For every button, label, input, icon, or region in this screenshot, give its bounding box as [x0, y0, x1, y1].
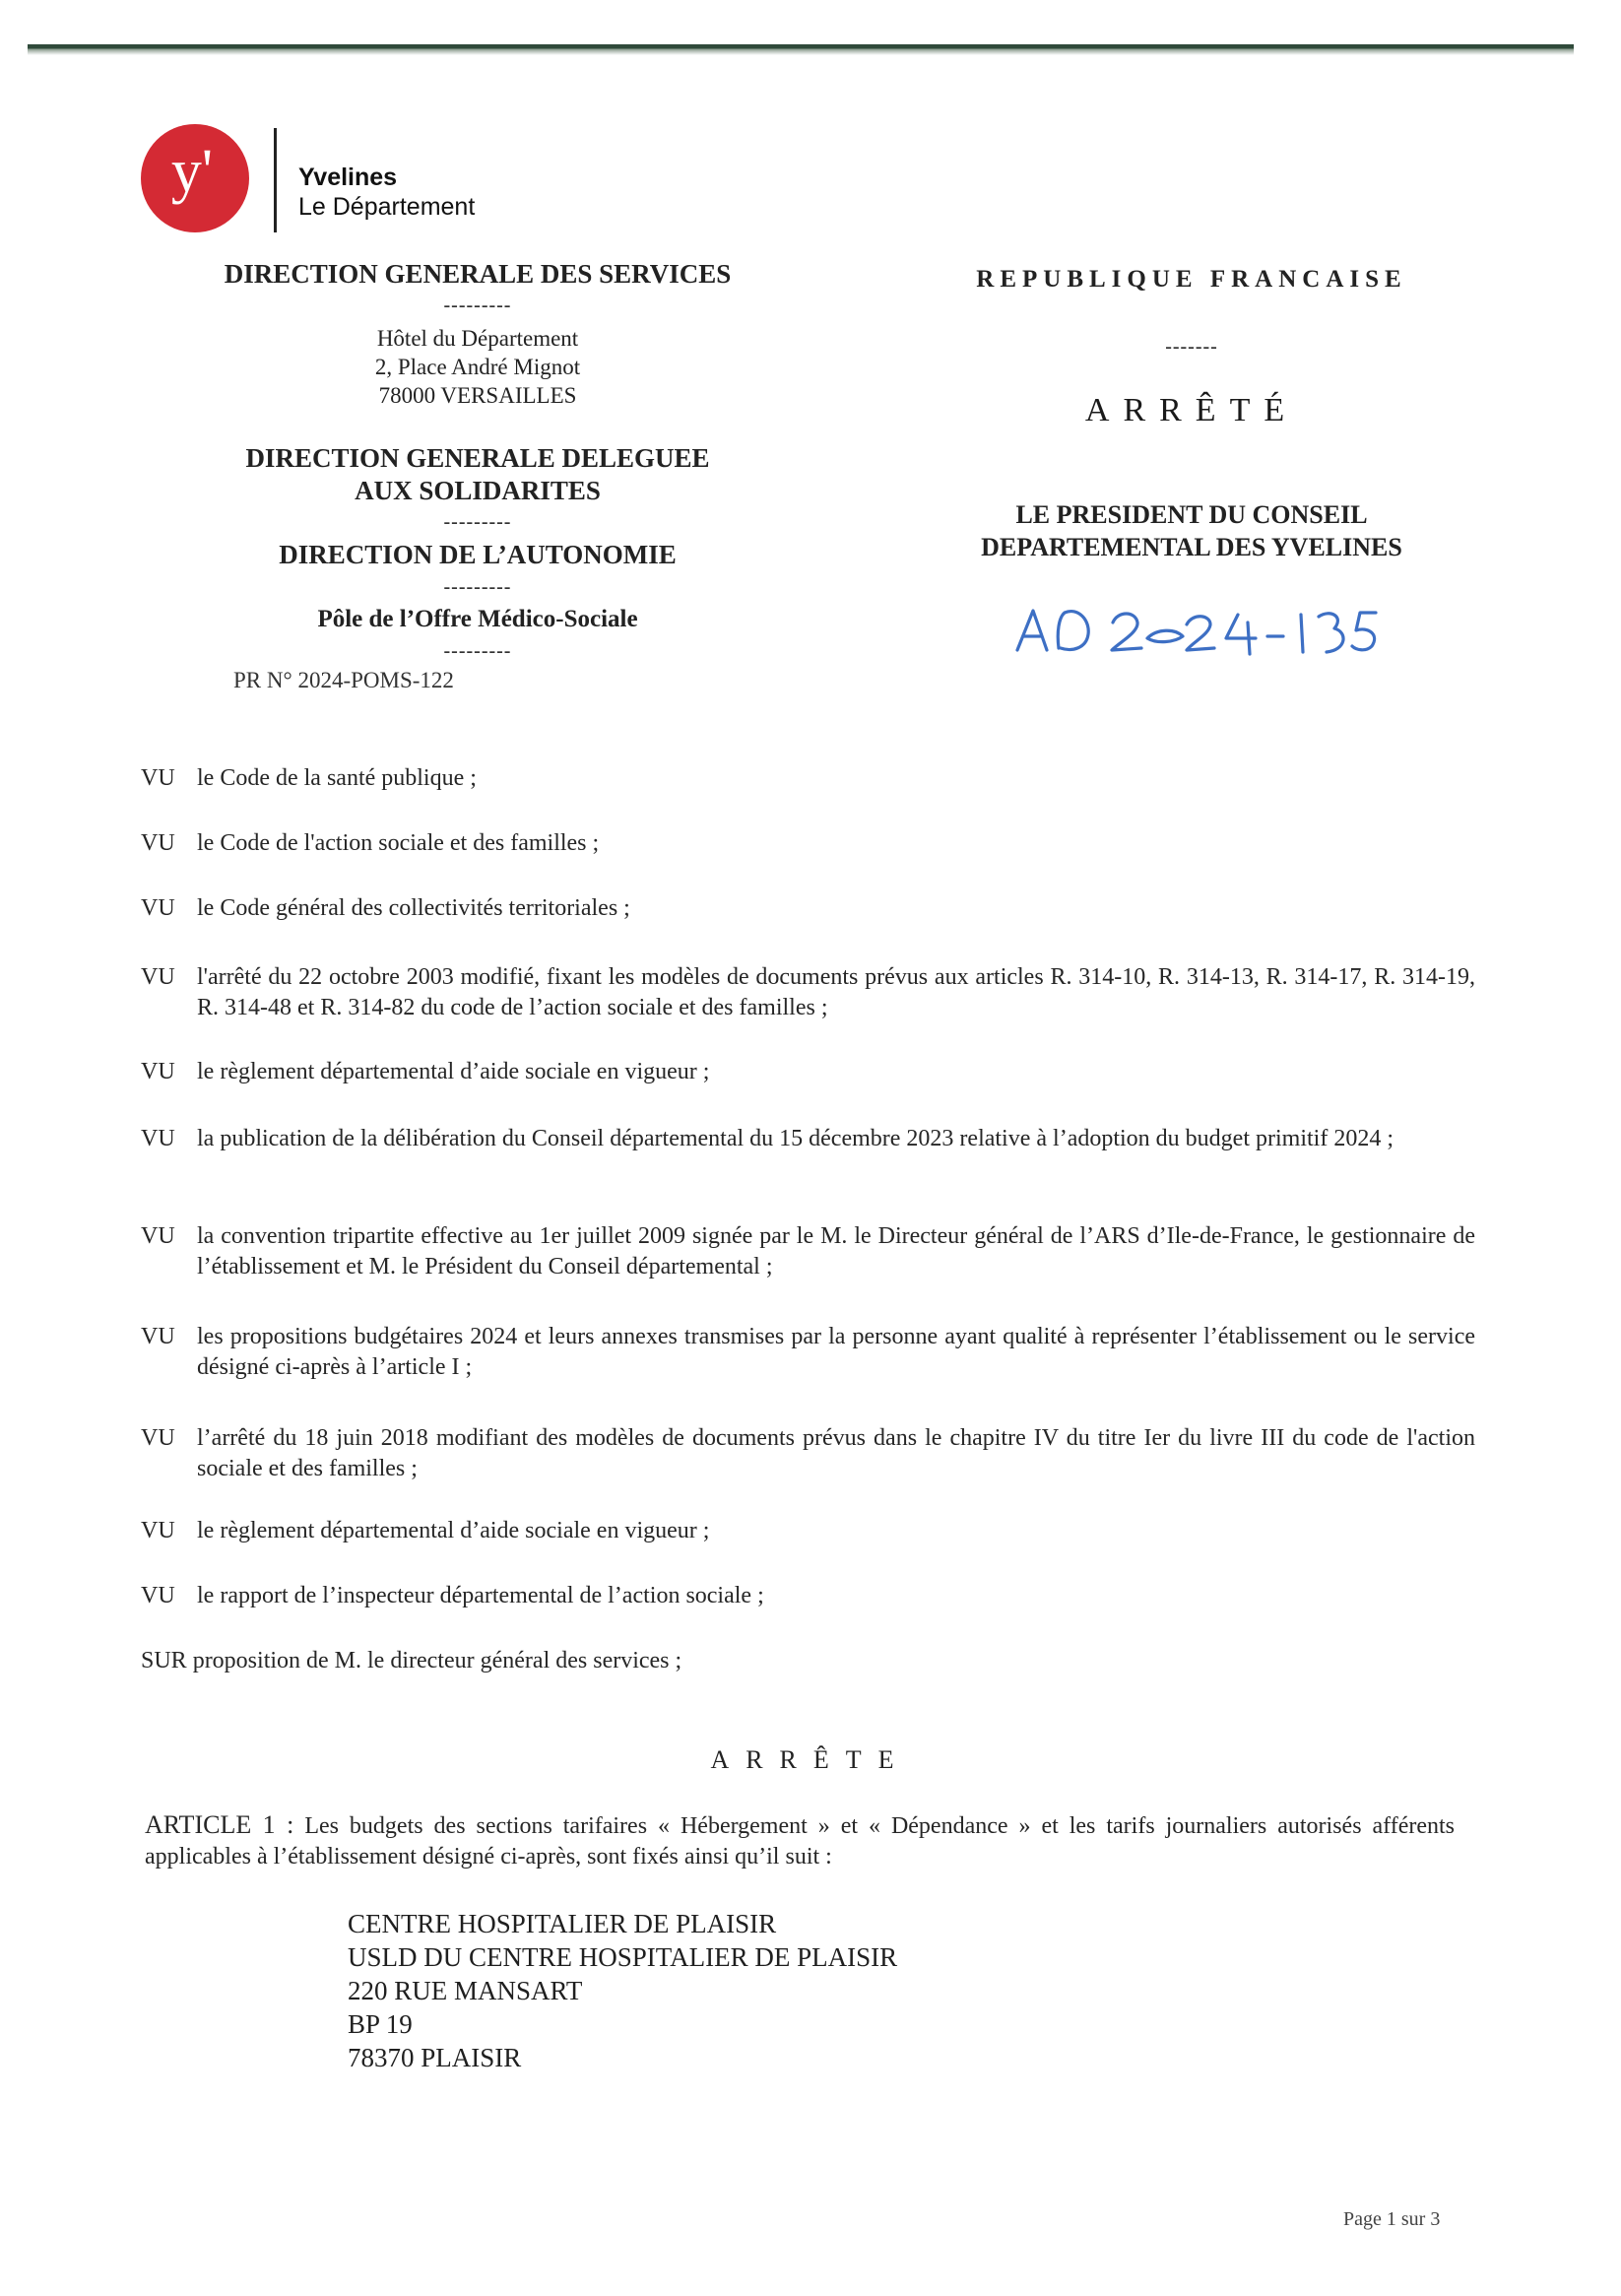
separator: --------- — [443, 295, 512, 316]
visa-text: les propositions budgétaires 2024 et leurs annexes transmises par la personne ayant qualité à représenter l’établissement ou le service désigné ci-après à l’article I ; — [197, 1324, 1475, 1380]
establishment-line: 78370 PLAISIR — [348, 2043, 522, 2072]
establishment-address — [348, 1907, 897, 2074]
dg-deleguee-line: DIRECTION GENERALE DELEGUEE — [245, 443, 710, 473]
yvelines-logo — [141, 124, 476, 238]
page-number: Page 1 sur 3 — [1343, 2208, 1441, 2230]
logo-mark: y' — [170, 138, 214, 205]
visa-item — [141, 962, 1475, 1023]
visa-label: VU — [141, 1223, 175, 1249]
visa-label: VU — [141, 895, 175, 921]
logo-subtitle: Le Département — [298, 193, 476, 221]
visa-text: l'arrêté du 22 octobre 2003 modifié, fixant les modèles de documents prévus aux articles R. 314-10, R. 314-13, R. 314-17, R. 314-19, R. 314-48 et R. 314-82 du code de l’action sociale et des familles ; — [197, 964, 1475, 1020]
top-rule — [28, 44, 1574, 55]
visa-label: VU — [141, 1583, 175, 1608]
separator: --------- — [443, 640, 512, 662]
logo-circle — [141, 124, 249, 232]
establishment-line: CENTRE HOSPITALIER DE PLAISIR — [348, 1909, 777, 1938]
visa-item — [141, 1322, 1475, 1383]
visa-item — [141, 1057, 1475, 1087]
establishment-line: USLD DU CENTRE HOSPITALIER DE PLAISIR — [348, 1942, 898, 1972]
visa-item — [141, 1516, 1475, 1546]
establishment-line: BP 19 — [348, 2009, 413, 2039]
visa-text: le Code de la santé publique ; — [197, 765, 477, 791]
handwritten-number-text: AD 2024-135 — [1009, 580, 1097, 597]
visa-item — [141, 763, 1475, 794]
visa-item — [141, 1124, 1475, 1154]
visa-text: l’arrêté du 18 juin 2018 modifiant des modèles de documents prévus dans le chapitre IV du titre Ier du livre III du code de l'action sociale et des familles ; — [197, 1425, 1475, 1481]
visa-label: VU — [141, 1126, 175, 1151]
direction-generale-services: DIRECTION GENERALE DES SERVICES — [224, 259, 732, 289]
visa-label: VU — [141, 964, 175, 990]
visa-text: la convention tripartite effective au 1er juillet 2009 signée par le M. le Directeur général de l’ARS d’Ile-de-France, le gestionnaire de l’établissement et M. le Président du Conseil départemental ; — [197, 1223, 1475, 1279]
visa-text: le rapport de l’inspecteur départemental de l’action sociale ; — [197, 1583, 764, 1608]
visa-label: VU — [141, 1059, 175, 1084]
visa-item — [141, 1581, 1475, 1611]
article-label: ARTICLE 1 : — [145, 1810, 294, 1839]
address-line: Hôtel du Département — [376, 326, 579, 351]
visa-item — [141, 1221, 1475, 1282]
visa-item — [141, 1423, 1475, 1484]
visa-text: le règlement départemental d’aide sociale en vigueur ; — [197, 1518, 710, 1543]
handwritten-arrete-number — [1009, 580, 1384, 664]
arrete-title: ARRÊTÉ — [1084, 392, 1299, 428]
visa-item — [141, 893, 1475, 924]
article-1 — [145, 1809, 1455, 1872]
visa-text: le Code général des collectivités territoriales ; — [197, 895, 630, 921]
visa-label: VU — [141, 765, 175, 791]
president-line: LE PRESIDENT DU CONSEIL — [1015, 500, 1368, 529]
president-line: DEPARTEMENTAL DES YVELINES — [981, 533, 1402, 561]
separator: ------- — [1165, 336, 1218, 358]
visa-item — [141, 828, 1475, 859]
address-line: 78000 VERSAILLES — [378, 383, 577, 408]
separator: --------- — [443, 576, 512, 598]
visa-text: le Code de l'action sociale et des familles ; — [197, 830, 600, 856]
article-text: Les budgets des sections tarifaires « Hébergement » et « Dépendance » et les tarifs journaliers autorisés afférents applicables à l’établissement désigné ci-après, sont fixés ainsi qu’il suit : — [145, 1813, 1455, 1870]
republique-francaise: REPUBLIQUE FRANCAISE — [976, 266, 1407, 293]
sur-proposition: SUR proposition de M. le directeur général des services ; — [141, 1648, 682, 1673]
separator: --------- — [443, 511, 512, 533]
visa-text: la publication de la délibération du Conseil départemental du 15 décembre 2023 relative à l’adoption du budget primitif 2024 ; — [197, 1126, 1394, 1151]
logo-name: Yvelines — [298, 164, 398, 191]
address-line: 2, Place André Mignot — [374, 355, 581, 379]
dg-deleguee-line: AUX SOLIDARITES — [355, 476, 601, 505]
establishment-line: 220 RUE MANSART — [348, 1976, 583, 2005]
pole-offre-medico-sociale: Pôle de l’Offre Médico-Sociale — [317, 606, 638, 632]
visa-label: VU — [141, 830, 175, 856]
visa-text: le règlement départemental d’aide sociale en vigueur ; — [197, 1059, 710, 1084]
visa-label: VU — [141, 1324, 175, 1349]
pr-number: PR N° 2024-POMS-122 — [233, 668, 454, 692]
visa-label: VU — [141, 1425, 175, 1451]
arrete-heading: ARRÊTE — [710, 1745, 911, 1774]
visa-label: VU — [141, 1518, 175, 1543]
logo-separator — [274, 128, 277, 232]
direction-autonomie: DIRECTION DE L’AUTONOMIE — [279, 540, 677, 569]
